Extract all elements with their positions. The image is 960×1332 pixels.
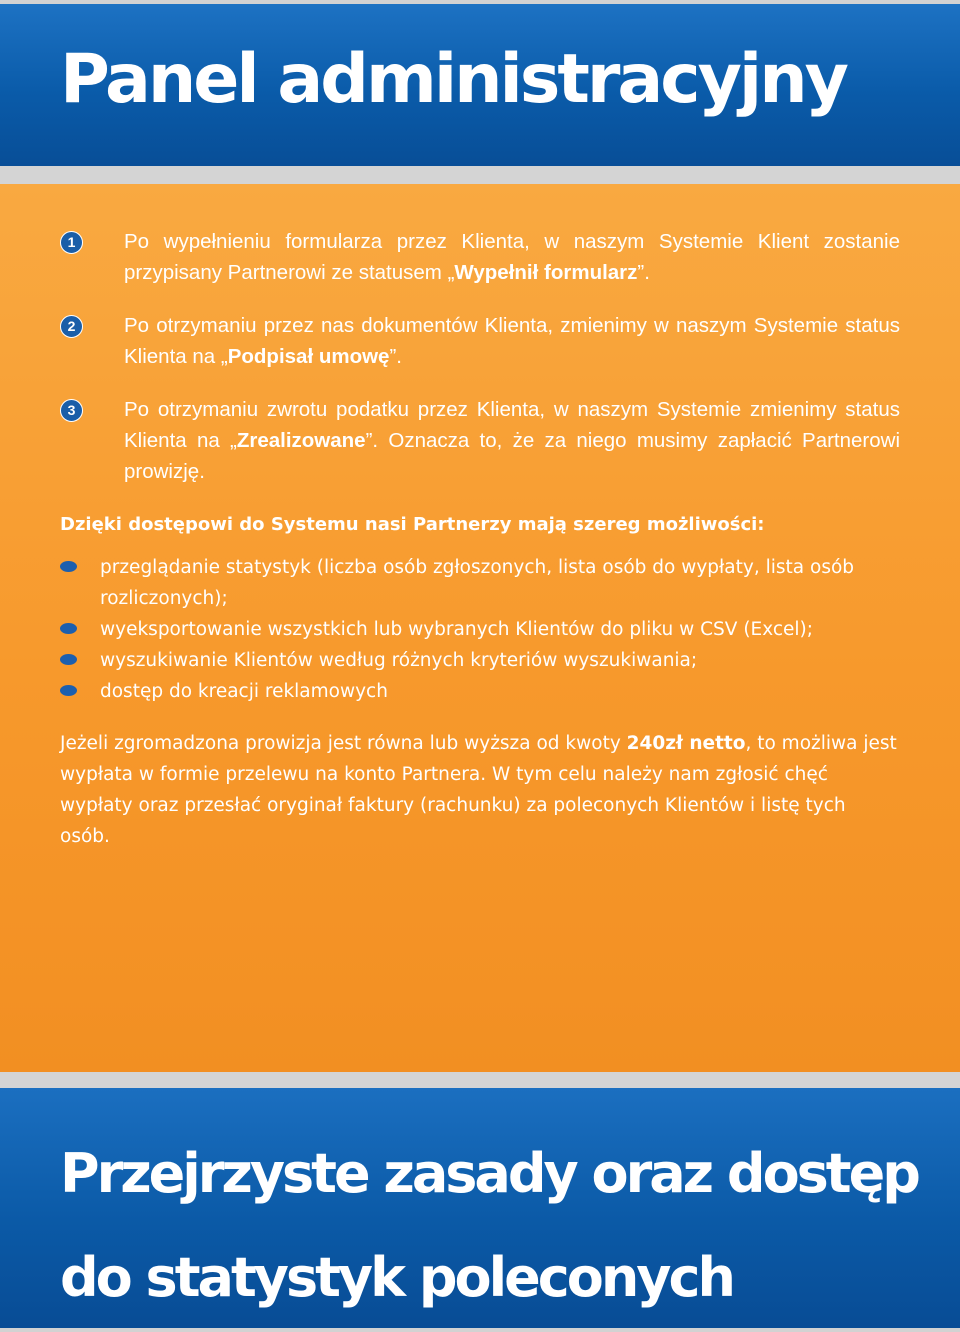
feature-item xyxy=(60,552,900,614)
feature-text: wyeksportowanie wszystkich lub wybranych Klientów do pliku w CSV (Excel); xyxy=(100,619,813,640)
step-number-badge: 3 xyxy=(60,399,83,422)
feature-item xyxy=(60,614,900,645)
footer-heading xyxy=(60,1122,918,1330)
step-text-end: ”. xyxy=(389,345,402,368)
feature-text: dostęp do kreacji reklamowych xyxy=(100,681,388,702)
step-item-1 xyxy=(60,226,900,288)
status-steps-list xyxy=(60,226,900,509)
step-status-label: Podpisał umowę xyxy=(227,345,390,368)
payout-text-end: , to możliwa jest wypłata w formie przelewu na konto Partnera. W tym celu należy nam zgłosić chęć wypłaty oraz przesłać oryginał faktury (rachunku) za poleconych Klientów i listę tych osób. xyxy=(60,733,897,847)
footer-heading-line-1: Przejrzyste zasady oraz dostęp xyxy=(60,1142,918,1205)
step-text-end: ”. xyxy=(637,261,650,284)
step-number-badge: 1 xyxy=(60,231,83,254)
step-status-label: Wypełnił formularz xyxy=(454,261,638,284)
footer-banner xyxy=(0,1088,960,1328)
feature-text: wyszukiwanie Klientów według różnych kryteriów wyszukiwania; xyxy=(100,650,698,671)
step-text: Po otrzymaniu przez nas dokumentów Klienta, zmienimy w naszym Systemie status Klienta na „ xyxy=(124,314,900,368)
features-heading: Dzięki dostępowi do Systemu nasi Partnerzy mają szereg możliwości: xyxy=(60,514,765,535)
content-panel xyxy=(0,184,960,1072)
step-status-label: Zrealizowane xyxy=(236,429,366,452)
payout-amount: 240zł netto xyxy=(626,733,746,754)
bullet-icon xyxy=(60,654,77,665)
page-title: Panel administracyjny xyxy=(60,40,846,119)
bullet-icon xyxy=(60,561,77,572)
feature-text: przeglądanie statystyk (liczba osób zgłoszonych, lista osób do wypłaty, lista osób rozliczonych); xyxy=(100,557,855,609)
feature-item xyxy=(60,645,900,676)
bullet-icon xyxy=(60,623,77,634)
step-number-badge: 2 xyxy=(60,315,83,338)
feature-item xyxy=(60,676,900,707)
payout-text: Jeżeli zgromadzona prowizja jest równa lub wyższa od kwoty xyxy=(60,733,627,754)
features-list xyxy=(60,552,900,707)
step-item-2 xyxy=(60,310,900,372)
footer-heading-line-2: do statystyk poleconych xyxy=(60,1246,733,1309)
step-text-end: ”. Oznacza to, że za niego musimy zapłacić Partnerowi prowizję. xyxy=(124,429,901,483)
payout-paragraph xyxy=(60,728,900,852)
header-banner xyxy=(0,4,960,166)
step-item-3 xyxy=(60,394,900,487)
step-text: Po wypełnieniu formularza przez Klienta, w naszym Systemie Klient zostanie przypisany Partnerowi ze statusem „ xyxy=(124,230,900,284)
step-text: Po otrzymaniu zwrotu podatku przez Klienta, w naszym Systemie zmienimy status Klienta na „ xyxy=(124,398,900,452)
footer-divider xyxy=(0,1072,960,1088)
bullet-icon xyxy=(60,685,77,696)
header-divider xyxy=(0,166,960,184)
